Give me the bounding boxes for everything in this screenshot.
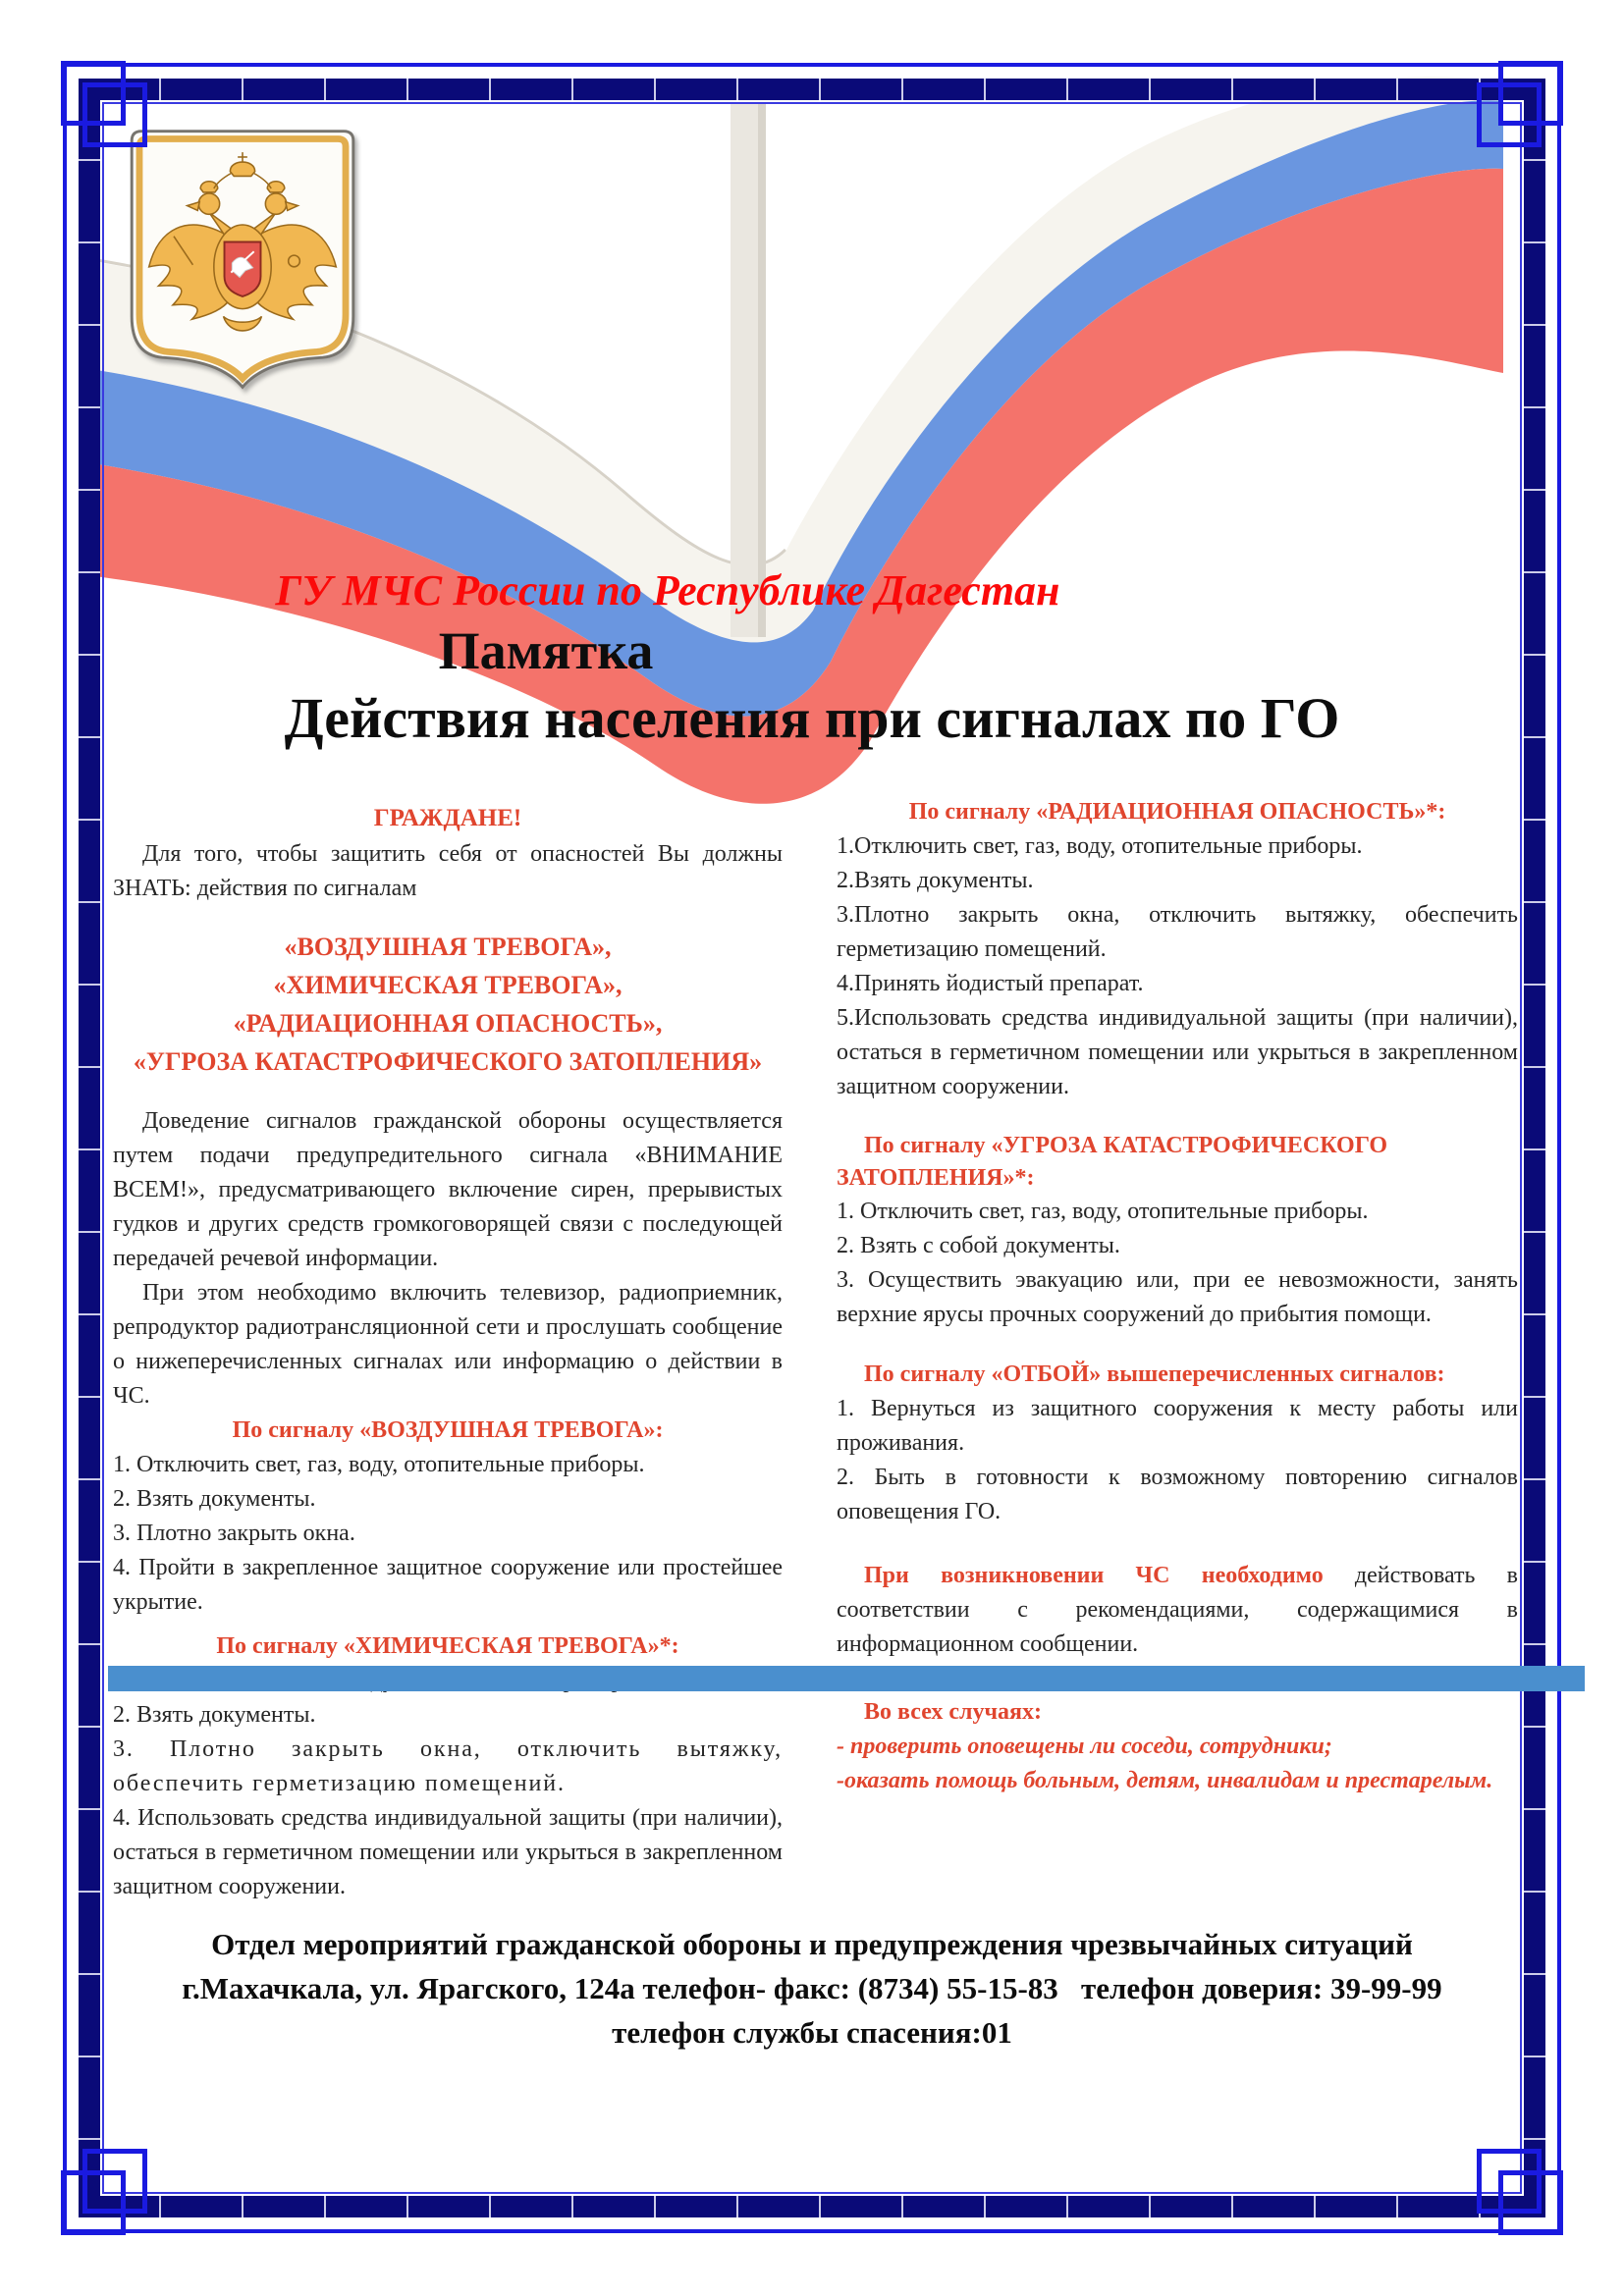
- list-item: 2. Взять с собой документы.: [837, 1233, 1120, 1258]
- flood-list: [837, 1195, 1518, 1332]
- page-title: Действия населения при сигналах по ГО: [284, 686, 1340, 750]
- right-column: [837, 795, 1518, 1798]
- signal-name: «УГРОЗА КАТАСТРОФИЧЕСКОГО ЗАТОПЛЕНИЯ»: [133, 1047, 763, 1076]
- case-item: - проверить оповещены ли соседи, сотрудники;: [837, 1734, 1332, 1759]
- left-column: [113, 801, 783, 1904]
- radiation-list: [837, 829, 1518, 1104]
- list-item: 3. Плотно закрыть окна.: [113, 1521, 355, 1546]
- list-item: 1.Отключить свет, газ, воду, отопительные приборы.: [837, 833, 1363, 859]
- footer-rescue-phone: телефон службы спасения:01: [612, 2015, 1012, 2050]
- list-item: 3. Плотно закрыть окна, отключить вытяжку, обеспечить герметизацию помещений.: [113, 1736, 783, 1796]
- flood-heading: По сигналу «УГРОЗА КАТАСТРОФИЧЕСКОГО ЗАТОПЛЕНИЯ»*:: [837, 1133, 1388, 1191]
- list-item: 4.Принять йодистый препарат.: [837, 971, 1144, 996]
- list-item: 5.Использовать средства индивидуальной защиты (при наличии), остаться в герметичном помещении или укрыться в закрепленном защитном сооружении.: [837, 1005, 1518, 1099]
- list-item: 3. Осуществить эвакуацию или, при ее невозможности, занять верхние ярусы прочных сооружений до прибытия помощи.: [837, 1267, 1518, 1327]
- chemical-alarm-heading: По сигналу «ХИМИЧЕСКАЯ ТРЕВОГА»*:: [216, 1633, 679, 1659]
- list-item: 1. Вернуться из защитного сооружения к месту работы или проживания.: [837, 1396, 1518, 1456]
- emergency-note-rest: действовать в соответствии с рекомендациями, содержащимися в информационном сообщении.: [837, 1563, 1518, 1657]
- russia-coat-of-arms-icon: [116, 122, 369, 399]
- signal-name: «РАДИАЦИОННАЯ ОПАСНОСТЬ»,: [233, 1009, 663, 1038]
- air-alarm-list: [113, 1448, 783, 1620]
- list-item: 4. Использовать средства индивидуальной защиты (при наличии), остаться в герметичном помещении или укрыться в закрепленном защитном сооружении.: [113, 1805, 783, 1899]
- emergency-note: [837, 1559, 1518, 1662]
- list-item: 1. Отключить свет, газ, воду, отопительные приборы.: [113, 1452, 645, 1477]
- corner-square-icon: [82, 82, 147, 147]
- org-title: ГУ МЧС России по Республике Дагестан: [275, 566, 1060, 614]
- border-band-right: [1524, 79, 1545, 2217]
- citizens-heading: ГРАЖДАНЕ!: [373, 805, 522, 831]
- radiation-heading: По сигналу «РАДИАЦИОННАЯ ОПАСНОСТЬ»*:: [908, 799, 1446, 825]
- border-band-left: [79, 79, 100, 2217]
- flag-pole: [731, 102, 766, 637]
- doc-type-title: Памятка: [438, 621, 654, 680]
- radio-tv-paragraph: При этом необходимо включить телевизор, радиоприемник, репродуктор радиотрансляционной сети и прослушать сообщение о нижеперечисленных сигналах или информацию о действии в ЧС.: [113, 1280, 783, 1409]
- warning-signal-paragraph: Доведение сигналов гражданской обороны осуществляется путем подачи предупредительного сигнала «ВНИМАНИЕ ВСЕМ!», предусматривающего включение сирен, прерывистых гудков и других средств громкоговорящей связи с последующей передачей речевой информации.: [113, 1108, 783, 1271]
- all-clear-heading: По сигналу «ОТБОЙ» вышеперечисленных сигналов:: [864, 1362, 1445, 1387]
- signal-name: «ВОЗДУШНАЯ ТРЕВОГА»,: [284, 933, 612, 961]
- all-clear-list: [837, 1392, 1518, 1529]
- intro-paragraph: Для того, чтобы защитить себя от опасностей Вы должны ЗНАТЬ: действия по сигналам: [113, 841, 783, 901]
- list-item: 4. Пройти в закрепленное защитное сооружение или простейшее укрытие.: [113, 1555, 783, 1615]
- signal-name: «ХИМИЧЕСКАЯ ТРЕВОГА»,: [273, 971, 623, 999]
- list-item: 1. Отключить свет, газ, воду, отопительные приборы.: [837, 1199, 1369, 1224]
- signal-names-list: [113, 928, 783, 1081]
- air-alarm-heading: По сигналу «ВОЗДУШНАЯ ТРЕВОГА»:: [232, 1417, 664, 1443]
- border-band-top: [79, 79, 1545, 100]
- chemical-alarm-list: [113, 1664, 783, 1904]
- emergency-note-lead: При возникновении ЧС необходимо: [864, 1563, 1324, 1588]
- list-item: 2. Взять документы.: [113, 1702, 316, 1728]
- footer-contacts: [59, 1922, 1565, 2055]
- corner-square-icon: [1477, 82, 1542, 147]
- all-cases-heading: Во всех случаях:: [864, 1699, 1043, 1725]
- footer-department: Отдел мероприятий гражданской обороны и предупреждения чрезвычайных ситуаций: [211, 1927, 1413, 1961]
- list-item: 2. Быть в готовности к возможному повторению сигналов оповещения ГО.: [837, 1465, 1518, 1524]
- footer-address-phones: г.Махачкала, ул. Ярагского, 124а телефон- факс: (8734) 55-15-83 телефон доверия: 39-99-99: [182, 1971, 1442, 2005]
- list-item: 3.Плотно закрыть окна, отключить вытяжку, обеспечить герметизацию помещений.: [837, 902, 1518, 962]
- list-item: 2. Взять документы.: [113, 1486, 316, 1512]
- corner-square-icon: [82, 2149, 147, 2214]
- corner-square-icon: [1477, 2149, 1542, 2214]
- case-item: -оказать помощь больным, детям, инвалидам и престарелым.: [837, 1768, 1493, 1793]
- st-george-shield: [225, 242, 261, 296]
- list-item: 2.Взять документы.: [837, 868, 1034, 893]
- border-band-bottom: [79, 2196, 1545, 2217]
- blue-separator-bar: [108, 1666, 1585, 1691]
